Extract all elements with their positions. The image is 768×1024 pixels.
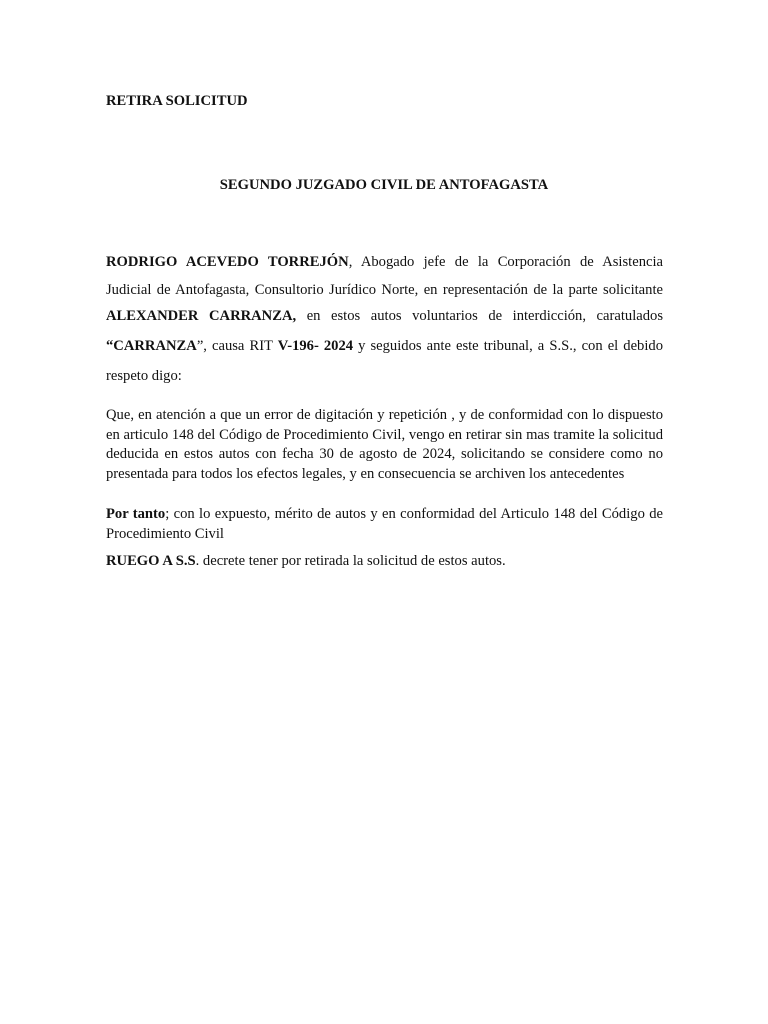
ruego-text: . decrete tener por retirada la solicitud de estos autos. [195,553,506,569]
court-title: SEGUNDO JUZGADO CIVIL DE ANTOFAGASTA [219,177,549,193]
intro-line-4-text-b: y seguidos ante este tribunal, a S.S., con el debido [353,338,664,354]
intro-line-5: respeto digo: [106,368,182,384]
case-caption: “CARRANZA [106,338,197,354]
ruego-paragraph [106,552,663,572]
intro-line-4 [106,338,663,355]
por-tanto-text: ; con lo expuesto, mérito de autos y en conformidad del Articulo 148 del Código de Procedimiento Civil [106,506,663,542]
intro-line-2: Judicial de Antofagasta, Consultorio Jurídico Norte, en representación de la parte solicitante [106,282,663,298]
body-paragraph: Que, en atención a que un error de digitación y repetición , y de conformidad con lo dispuesto en articulo 148 del Código de Procedimiento Civil, vengo en retirar sin mas tramite la solicitud deducida en estos autos con fecha 30 de agosto de 2024, solicitando se considere como no presentada para todos los efectos legales, y en consecuencia se archiven los antecedentes [106,407,663,482]
attorney-name: RODRIGO ACEVEDO TORREJÓN [106,254,349,270]
intro-line-3-text: en estos autos voluntarios de interdicción, caratulados [296,308,663,324]
intro-line-1-text: , Abogado jefe de la Corporación de Asistencia [348,254,663,270]
case-rit: V-196- 2024 [277,338,354,354]
document-heading: RETIRA SOLICITUD [106,93,248,109]
ruego-label: RUEGO A S.S [106,553,196,569]
client-name: ALEXANDER CARRANZA, [106,308,297,324]
intro-line-4-text-a: ”, causa RIT [196,338,278,354]
intro-line-3 [106,308,663,325]
por-tanto-paragraph [106,505,663,544]
intro-line-1 [106,254,663,271]
por-tanto-label: Por tanto [106,506,166,522]
